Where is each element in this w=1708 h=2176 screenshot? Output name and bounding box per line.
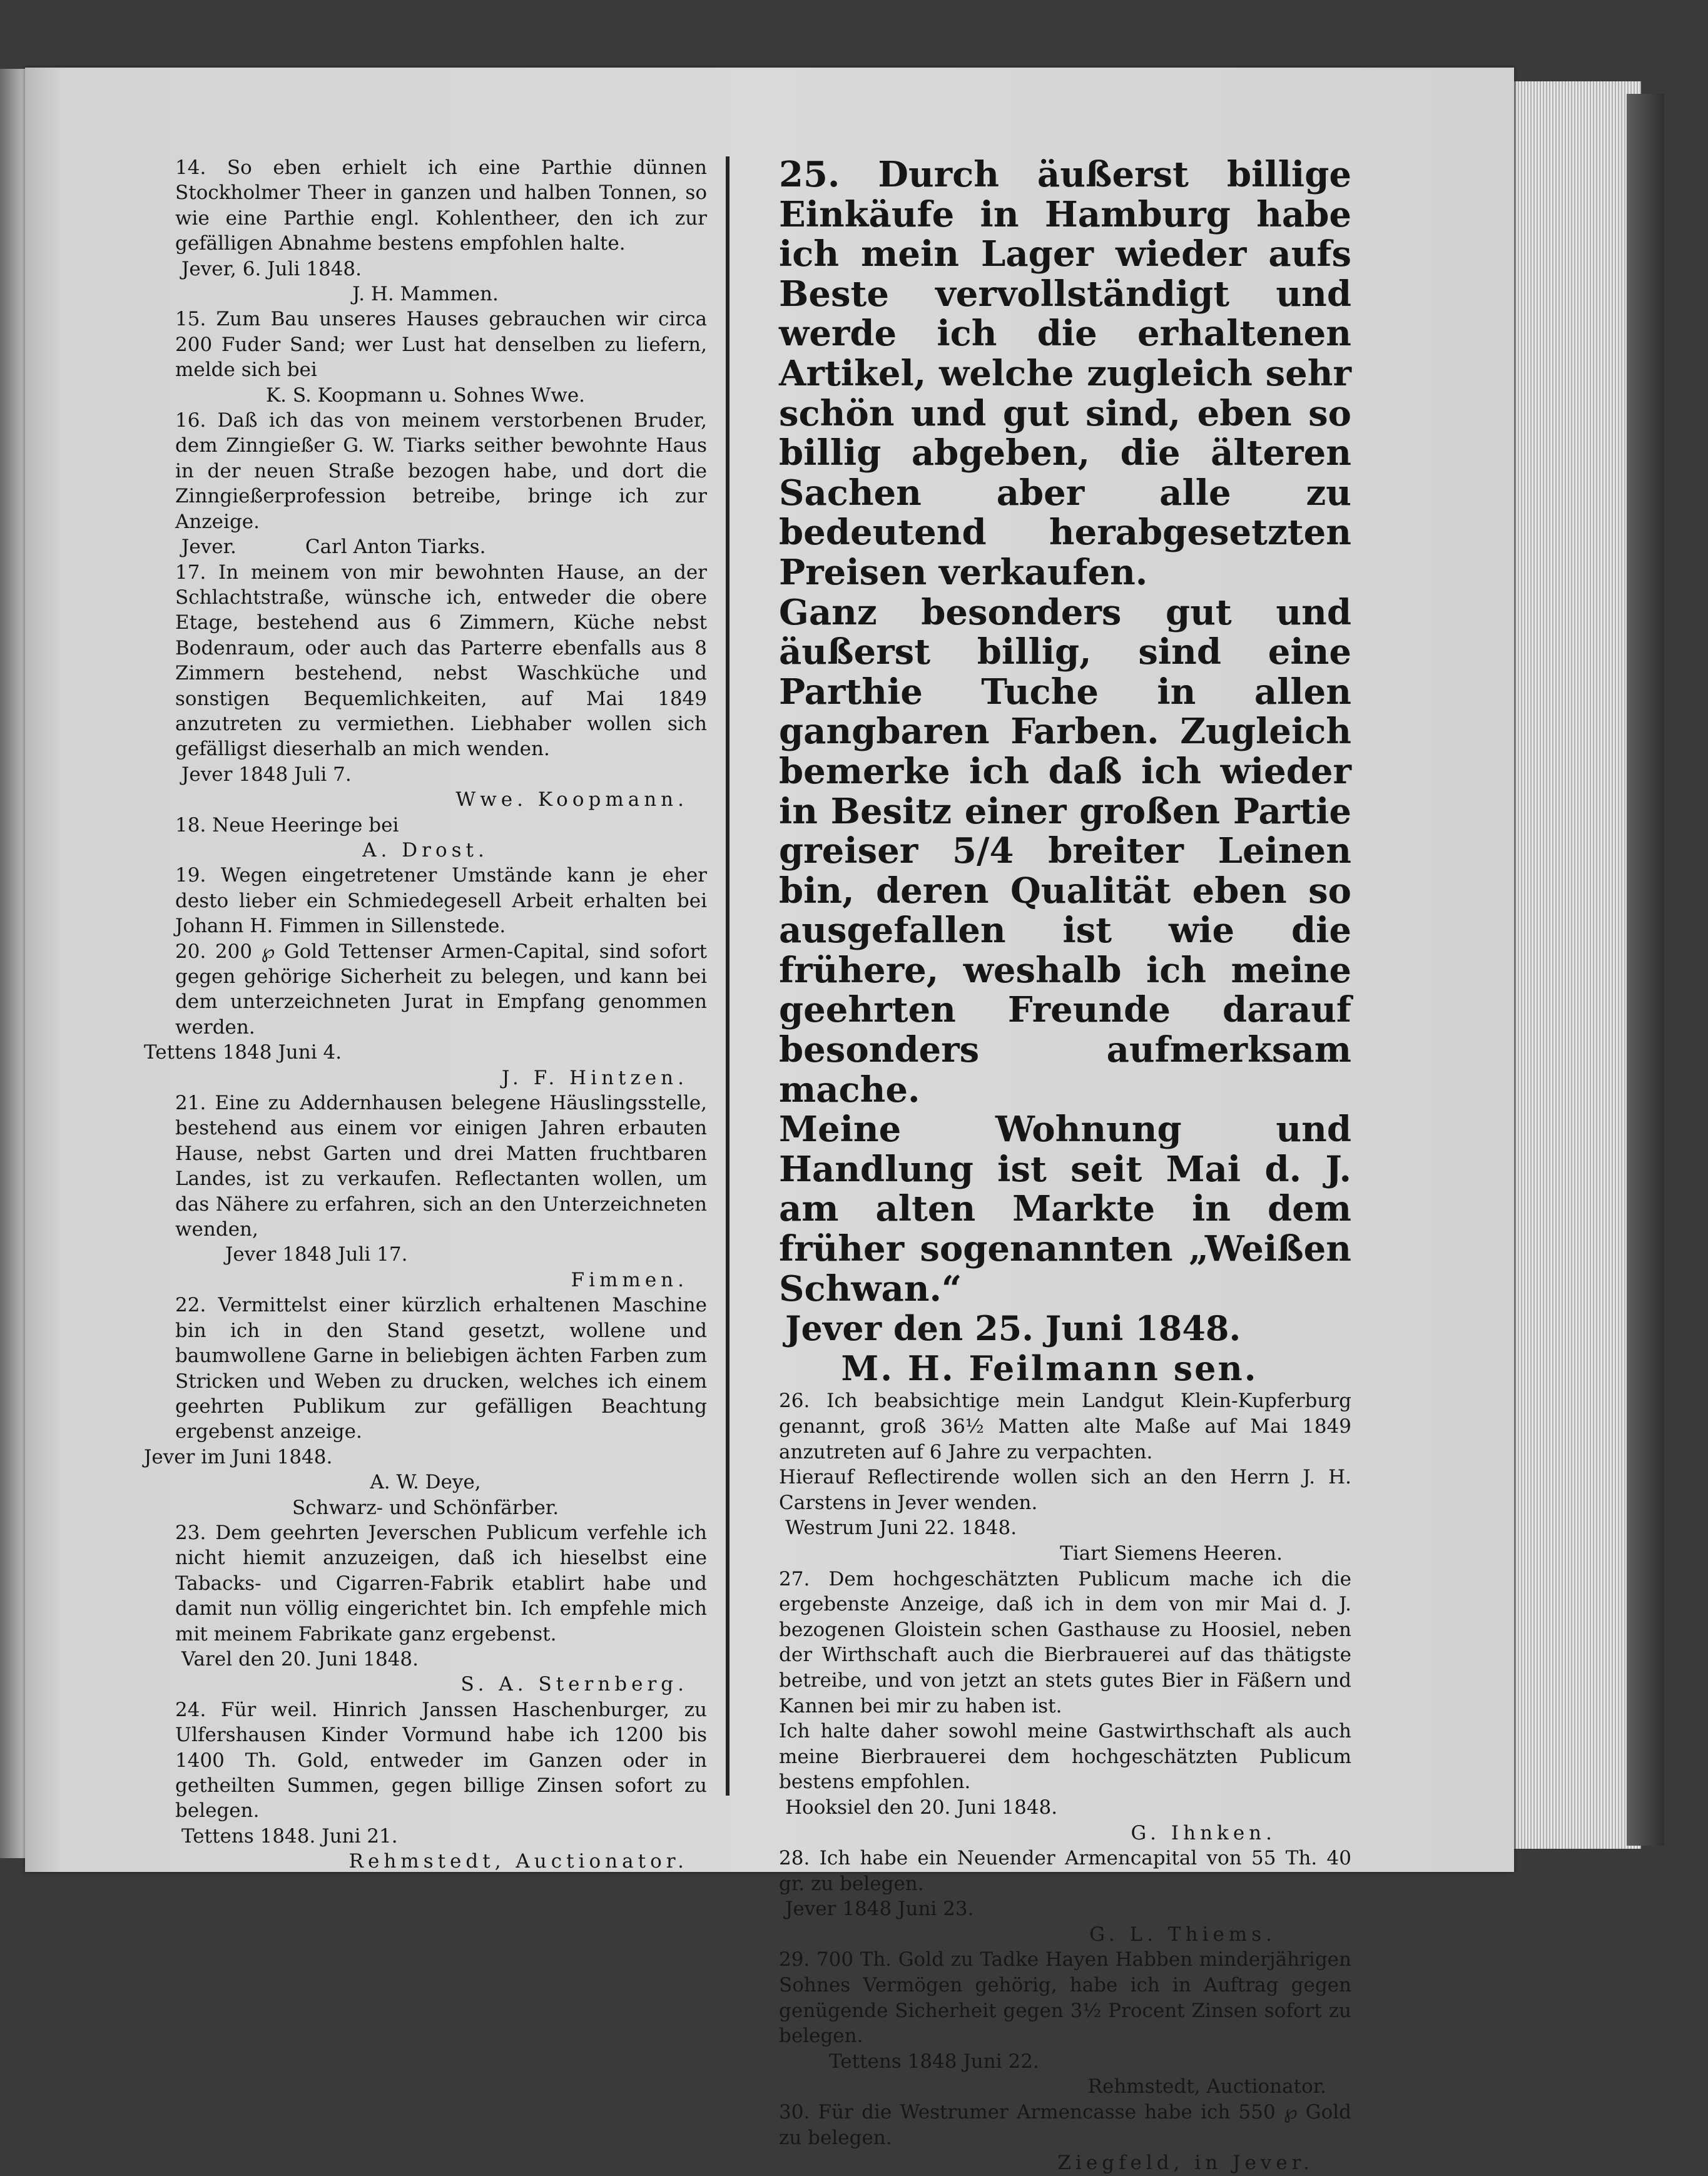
advert-text-3: Meine Wohnung und Handlung ist seit Mai d. J. am alten Markte in dem früher sogenannten „Weißen Schwan.“ <box>779 1109 1351 1309</box>
advert-text: 28. Ich habe ein Neuender Armencapital von 55 Th. 40 gr. zu belegen. <box>779 1847 1351 1895</box>
advert-place-date: Tettens 1848 Juni 4. <box>144 1041 342 1064</box>
advert-place-text: Jever. <box>181 536 236 559</box>
advert-text: 18. Neue Heeringe bei <box>175 813 399 836</box>
advert-signature: M. H. Feilmann sen. <box>841 1348 1258 1388</box>
advert-text: 17. In meinem von mir bewohnten Hause, an der Schlachtstraße, wünsche ich, entweder die obere Etage, bestehend aus 6 Zimmern, Küche nebst Bodenraum, oder auch das Parterre ebenfalls aus 8 Zimmern bestehend, nebst Waschküche und sonstigen Bequemlichkeiten, auf Mai 1849 anzutreten zu vermiethen. Liebhaber wollen sich gefälligst dieserhalb an mich wenden. <box>175 561 707 761</box>
advert-text: 25. Durch äußerst billige Einkäufe in Hamburg habe ich mein Lager wieder aufs Beste vervollständigt und werde ich die erhaltenen Artikel, welche zugleich sehr schön und gut sind, eben so billig abgeben, die älteren Sachen aber alle zu bedeutend herabgesetzten Preisen verkaufen. <box>779 154 1351 593</box>
advert-26 <box>748 1388 1351 1566</box>
advert-signature-title: Schwarz- und Schönfärber. <box>292 1496 559 1519</box>
advert-signature: Fimmen. <box>571 1268 688 1291</box>
advert-place-date: Tettens 1848 Juni 22. <box>829 2050 1039 2073</box>
previous-page-edge <box>0 69 25 1858</box>
advert-19 <box>144 863 707 938</box>
advert-text: 15. Zum Bau unseres Hauses gebrauchen wir circa 200 Fuder Sand; wer Lust hat denselben zu liefern, melde sich bei <box>175 308 707 382</box>
advert-15 <box>144 307 707 408</box>
advert-text: 20. 200 ℘ Gold Tettenser Armen-Capital, sind sofort gegen gehörige Sicherheit zu belegen, und kann bei dem unterzeichneten Jurat in Empfang genommen werden. <box>175 940 707 1039</box>
advert-text: 16. Daß ich das von meinem verstorbenen Bruder, dem Zinngießer G. W. Tiarks seither bewohnte Haus in der neuen Straße bezogen habe, und dort die Zinngießerprofession betreibe, bringe ich zur Anzeige. <box>175 409 707 533</box>
advert-24 <box>144 1697 707 1874</box>
advert-signature: K. S. Koopmann u. Sohnes Wwe. <box>265 384 586 407</box>
advert-place-date: Hooksiel den 20. Juni 1848. <box>785 1796 1058 1819</box>
advert-signature: Wwe. Koopmann. <box>455 788 688 811</box>
advert-place-date: Tettens 1848. Juni 21. <box>181 1824 398 1848</box>
advert-signature: Ziegfeld, in Jever. <box>1057 2152 1314 2175</box>
advert-place-date: Jever, 6. Juli 1848. <box>181 257 362 280</box>
advert-place-date: Jever 1848 Juli 17. <box>225 1243 408 1266</box>
advert-text-2: Ich halte daher sowohl meine Gastwirthschaft als auch meine Bierbrauerei dem hochgeschätzten Publicum bestens empfohlen. <box>779 1720 1351 1794</box>
advert-signature: G. L. Thiems. <box>1089 1923 1276 1946</box>
advert-signature: J. H. Mammen. <box>352 283 499 306</box>
left-column <box>144 155 707 1874</box>
advert-29 <box>748 1947 1351 2100</box>
advert-14 <box>144 155 707 307</box>
advert-place-date: Westrum Juni 22. 1848. <box>785 1517 1017 1540</box>
book-page-edges <box>1514 81 1641 1849</box>
advert-21 <box>144 1091 707 1293</box>
advert-signature: A. Drost. <box>362 838 489 862</box>
advert-signature: Tiart Siemens Heeren. <box>1060 1542 1283 1565</box>
advert-place-date: Jever im Juni 1848. <box>144 1445 333 1468</box>
advert-text: 21. Eine zu Addernhausen belegene Häuslingsstelle, bestehend aus einem vor einigen Jahren erbauten Hause, nebst Garten und drei Matten fruchtbaren Landes, ist zu verkaufen. Reflectanten wollen, um das Nähere zu erfahren, sich an den Unterzeichneten wenden, <box>175 1092 707 1241</box>
advert-signature: Rehmstedt, Auctionator. <box>348 1850 688 1873</box>
advert-22 <box>144 1293 707 1520</box>
advert-place-date: Jever 1848 Juli 7. <box>181 763 352 786</box>
advert-text: 29. 700 Th. Gold zu Tadke Hayen Habben minderjährigen Sohnes Vermögen gehörig, habe ich in Auftrag gegen genügende Sicherheit gegen 3½ Procent Zinsen sofort zu belegen. <box>779 1948 1351 2048</box>
advert-text-2: Hierauf Reflectirende wollen sich an den Herrn J. H. Carstens in Jever wenden. <box>779 1466 1351 1514</box>
advert-text: 23. Dem geehrten Jeverschen Publicum verfehle ich nicht hiemit anzuzeigen, daß ich hieselbst eine Tabacks- und Cigarren-Fabrik etablirt habe und damit nun völlig eingerichtet bin. Ich empfehle mich mit meinem Fabrikate ganz ergebenst. <box>175 1521 707 1645</box>
advert-signature: S. A. Sternberg. <box>460 1673 688 1696</box>
advert-text: 19. Wegen eingetretener Umstände kann je eher desto lieber ein Schmiedegesell Arbeit erhalten bei Johann H. Fimmen in Sillenstede. <box>175 864 707 938</box>
advert-20 <box>144 939 707 1091</box>
advert-signature: Rehmstedt, Auctionator. <box>1087 2075 1326 2098</box>
advert-28 <box>748 1846 1351 1947</box>
advert-place-date: Jever 1848 Juni 23. <box>785 1898 974 1921</box>
advert-place-date: Varel den 20. Juni 1848. <box>181 1647 419 1670</box>
advert-23 <box>144 1520 707 1697</box>
advert-27 <box>748 1567 1351 1846</box>
advert-signature: J. F. Hintzen. <box>502 1066 688 1089</box>
advert-text: 24. Für weil. Hinrich Janssen Haschenburger, zu Ulfershausen Kinder Vormund habe ich 1200 bis 1400 Th. Gold, entweder im Ganzen oder in getheilten Summen, gegen billige Zinsen sofort zu belegen. <box>175 1698 707 1823</box>
advert-text: 22. Vermittelst einer kürzlich erhaltenen Maschine bin ich in den Stand gesetzt, wollene und baumwollene Garne in beliebigen ächten Farben zum Stricken und Weben zu drucken, welches ich einem geehrten Publikum zur gefälligen Beachtung ergebenst anzeige. <box>175 1294 707 1443</box>
advert-18 <box>144 813 707 863</box>
advert-30 <box>748 2100 1351 2176</box>
advert-16 <box>144 408 707 559</box>
advert-25 <box>748 155 1351 1388</box>
right-column <box>748 155 1351 2176</box>
advert-text: 27. Dem hochgeschätzten Publicum mache ich die ergebenste Anzeige, daß ich in dem von mir Mai d. J. bezogenen Gloistein schen Gasthause zu Hoosiel, neben der Wirthschaft auch die Bierbrauerei auf das thätigste betreibe, und von jetzt an stets gutes Bier in Fäßern und Kannen bei mir zu haben ist. <box>779 1567 1351 1717</box>
advert-text: 14. So eben erhielt ich eine Parthie dünnen Stockholmer Theer in ganzen und halben Tonnen, so wie eine Parthie engl. Kohlentheer, den ich zur gefälligen Abnahme bestens empfohlen halte. <box>175 156 707 255</box>
advert-place-date: Jever den 25. Juni 1848. <box>785 1308 1241 1349</box>
advert-signature: A. W. Deye, <box>370 1471 481 1494</box>
right-column-small-adverts <box>748 1388 1351 2175</box>
book-cover <box>1627 94 1664 1846</box>
advert-signature: Carl Anton Tiarks. <box>305 536 486 559</box>
advert-signature: G. Ihnken. <box>1131 1821 1276 1844</box>
advert-text-2: Ganz besonders gut und äußerst billig, sind eine Parthie Tuche in allen gangbaren Farben. Zugleich bemerke ich daß ich wieder in Besitz einer großen Partie greiser 5/4 breiter Leinen bin, deren Qualität eben so ausgefallen ist wie die frühere, weshalb ich meine geehrten Freunde darauf besonders aufmerksam mache. <box>779 591 1351 1111</box>
column-divider <box>726 156 729 1796</box>
advert-text: 30. Für die Westrumer Armencasse habe ich 550 ℘ Gold zu belegen. <box>779 2101 1351 2149</box>
advert-place <box>144 534 707 559</box>
advert-17 <box>144 560 707 813</box>
advert-text: 26. Ich beabsichtige mein Landgut Klein-Kupferburg genannt, groß 36½ Matten alte Maße auf Mai 1849 anzutreten auf 6 Jahre zu verpachten. <box>779 1390 1351 1463</box>
